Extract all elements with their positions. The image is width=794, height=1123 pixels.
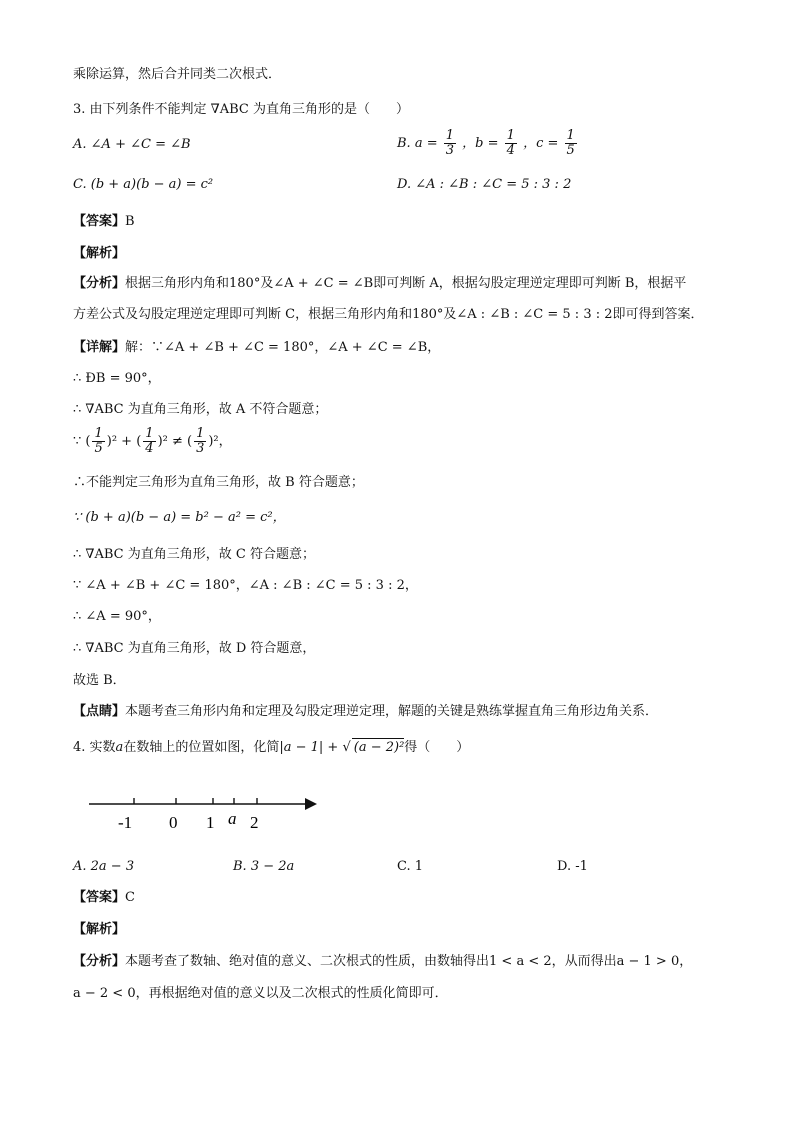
sqrt-expression: √ (a − 2)² bbox=[342, 740, 405, 755]
answer-value: B bbox=[125, 214, 135, 229]
fenxi-text: 本题考查了数轴、绝对值的意义、二次根式的性质，由数轴得出1 < a < 2，从而得出a − 1 > 0， bbox=[125, 954, 693, 969]
tick-label: 0 bbox=[169, 813, 178, 832]
tick-label: a bbox=[228, 809, 237, 828]
solution-step: ∴不能判定三角形为直角三角形，故 B 符合题意； bbox=[73, 475, 364, 490]
numerator: 1 bbox=[145, 426, 154, 441]
analysis-text bbox=[73, 953, 692, 971]
comment-line bbox=[73, 703, 658, 721]
answer-line bbox=[73, 889, 135, 907]
text-segment: + bbox=[323, 740, 343, 755]
q3-option-b-prefix: B. a = bbox=[397, 136, 438, 151]
text-line: 乘除运算，然后合并同类二次根式． bbox=[73, 67, 282, 82]
solution-step: ∴ ÐB = 90°， bbox=[73, 371, 161, 386]
fenxi-label: 【分析】 bbox=[73, 276, 126, 291]
solution-step: ∴ ∇ABC 为直角三角形，故 D 符合题意， bbox=[73, 641, 316, 656]
tick-label: -1 bbox=[118, 813, 133, 832]
q4-option-a: A. 2a − 3 bbox=[73, 859, 135, 874]
text-segment: )² + ( bbox=[106, 434, 142, 449]
analysis-text bbox=[73, 275, 686, 293]
dianjing-text: 本题考查三角形内角和定理及勾股定理逆定理，解题的关键是熟练掌握直角三角形边角关系． bbox=[125, 704, 659, 719]
denominator: 3 bbox=[196, 441, 205, 456]
fraction bbox=[194, 427, 206, 456]
arrow-head-icon bbox=[305, 798, 317, 810]
fenxi-text: 根据三角形内角和180°及∠A + ∠C = ∠B即可判断 A，根据勾股定理逆定理即可判断 B，根据平 bbox=[125, 276, 687, 291]
number-line-figure bbox=[85, 790, 325, 840]
denominator: 5 bbox=[94, 441, 103, 456]
numerator: 1 bbox=[566, 128, 575, 143]
denominator: 4 bbox=[506, 143, 515, 158]
q4-option-b: B. 3 − 2a bbox=[233, 859, 295, 874]
solution-step: ∴ ∇ABC 为直角三角形，故 C 符合题意； bbox=[73, 547, 315, 562]
fraction bbox=[565, 129, 577, 158]
q3-option-b bbox=[397, 128, 579, 160]
solution-step: 故选 B． bbox=[73, 673, 126, 688]
analysis-label: 【解析】 bbox=[73, 246, 126, 261]
xiangjie-text: 解：∵∠A + ∠B + ∠C = 180°，∠A + ∠C = ∠B， bbox=[125, 340, 441, 355]
text-segment: )² ≠ ( bbox=[157, 434, 193, 449]
tick-label: 2 bbox=[250, 813, 259, 832]
text-segment: )²， bbox=[208, 434, 232, 449]
question-3-stem: 3. 由下列条件不能判定 ∇ABC 为直角三角形的是（ ） bbox=[73, 102, 410, 117]
q4-option-d: D. -1 bbox=[557, 859, 588, 874]
denominator: 5 bbox=[566, 143, 575, 158]
solution-step: ∵ (b + a)(b − a) = b² − a² = c²， bbox=[73, 510, 286, 525]
analysis-label: 【解析】 bbox=[73, 922, 126, 937]
answer-value: C bbox=[125, 890, 135, 905]
q3-option-a: A. ∠A + ∠C = ∠B bbox=[73, 137, 191, 152]
xiangjie-label: 【详解】 bbox=[73, 340, 126, 355]
q4-option-c: C. 1 bbox=[397, 859, 424, 874]
denominator: 3 bbox=[445, 143, 455, 158]
answer-label: 【答案】 bbox=[73, 214, 126, 229]
numerator: 1 bbox=[94, 426, 103, 441]
numerator: 1 bbox=[506, 128, 515, 143]
answer-line bbox=[73, 213, 135, 231]
radicand: (a − 2)² bbox=[353, 740, 405, 755]
solution-step: ∴ ∇ABC 为直角三角形，故 A 不符合题意； bbox=[73, 402, 328, 417]
text-segment: 4. 实数 bbox=[73, 740, 116, 755]
abs-expression: |a − 1| bbox=[279, 740, 324, 755]
fraction bbox=[143, 427, 155, 456]
answer-label: 【答案】 bbox=[73, 890, 126, 905]
text-segment: 在数轴上的位置如图，化简 bbox=[123, 740, 280, 755]
q3-option-c: C. (b + a)(b − a) = c² bbox=[73, 177, 214, 192]
analysis-text-cont: a − 2 < 0，再根据绝对值的意义以及二次根式的性质化简即可． bbox=[73, 986, 448, 1001]
variable: a bbox=[115, 740, 124, 755]
solution-step-fractions bbox=[73, 426, 232, 458]
tick-label: 1 bbox=[206, 813, 215, 832]
analysis-text-cont: 方差公式及勾股定理逆定理即可判断 C，根据三角形内角和180°及∠A : ∠B : ∠C = 5 : 3 : 2即可得到答案． bbox=[73, 307, 704, 322]
numerator: 1 bbox=[196, 426, 205, 441]
detail-line bbox=[73, 339, 440, 357]
solution-step: ∵ ∠A + ∠B + ∠C = 180°，∠A : ∠B : ∠C = 5 : 3 : 2， bbox=[73, 578, 418, 593]
solution-step: ∴ ∠A = 90°， bbox=[73, 609, 161, 624]
question-4-stem bbox=[73, 738, 469, 757]
numerator: 1 bbox=[445, 128, 455, 143]
fraction bbox=[92, 427, 104, 456]
dianjing-label: 【点睛】 bbox=[73, 704, 126, 719]
text-segment: 得（ ） bbox=[404, 740, 470, 755]
q3-option-d: D. ∠A : ∠B : ∠C = 5 : 3 : 2 bbox=[397, 177, 572, 192]
fraction bbox=[444, 129, 456, 158]
text-segment: ∵ ( bbox=[73, 434, 91, 449]
denominator: 4 bbox=[145, 441, 154, 456]
q3-option-b-mid: ，c = bbox=[523, 136, 559, 151]
q3-option-b-mid: ，b = bbox=[462, 136, 499, 151]
fraction bbox=[505, 129, 517, 158]
fenxi-label: 【分析】 bbox=[73, 954, 126, 969]
